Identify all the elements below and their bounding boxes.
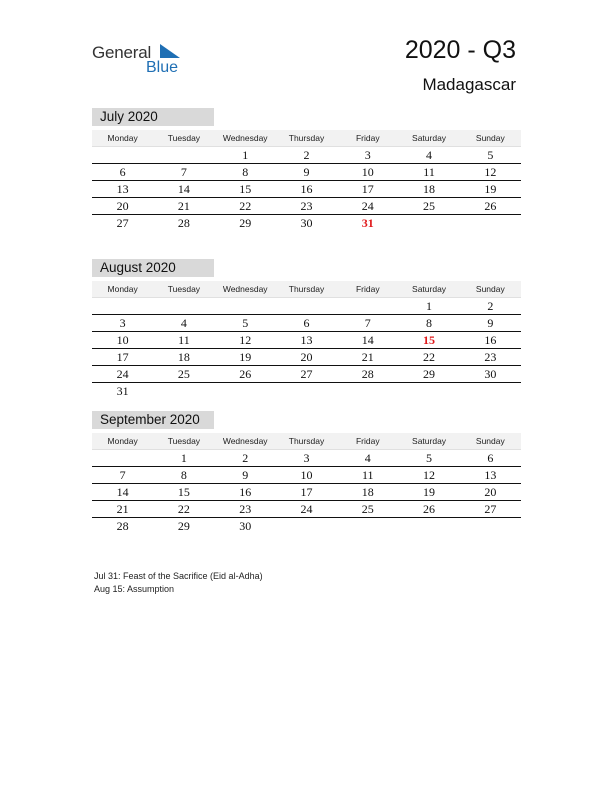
day-cell: 17 — [300, 485, 313, 499]
week-row — [92, 147, 521, 164]
weekday-label: Tuesday — [167, 436, 201, 446]
day-cell: 11 — [361, 468, 374, 482]
weekday-label: Wednesday — [222, 284, 268, 294]
weekday-label: Monday — [107, 436, 138, 446]
day-cell: 19 — [423, 485, 436, 499]
day-cell — [460, 383, 521, 399]
day-cell: 16 — [484, 333, 497, 347]
day-cell: 11 — [423, 165, 435, 179]
weekday-label: Sunday — [475, 133, 505, 143]
day-cell: 3 — [364, 148, 371, 162]
day-cell: 13 — [484, 468, 497, 482]
day-cell: 28 — [177, 216, 190, 230]
day-cell: 14 — [361, 333, 374, 347]
day-cell: 28 — [361, 367, 374, 381]
day-cell: 18 — [423, 182, 436, 196]
day-cell: 1 — [180, 451, 187, 465]
day-cell: 3 — [303, 451, 310, 465]
day-cell — [276, 298, 337, 314]
day-cell: 21 — [361, 350, 374, 364]
weekday-label: Monday — [107, 284, 138, 294]
week-row — [92, 383, 521, 399]
day-cell: 24 — [361, 199, 374, 213]
month-label: August 2020 — [92, 259, 214, 277]
day-cell: 26 — [484, 199, 497, 213]
month-grid — [92, 147, 521, 231]
day-cell: 4 — [426, 148, 433, 162]
day-cell — [276, 518, 337, 534]
day-cell: 20 — [300, 350, 313, 364]
day-cell: 1 — [242, 148, 249, 162]
day-cell — [92, 147, 153, 163]
day-cell: 29 — [239, 216, 252, 230]
week-row — [92, 332, 521, 349]
weekday-label: Saturday — [412, 133, 447, 143]
month-grid — [92, 450, 521, 534]
day-cell: 20 — [116, 199, 129, 213]
holiday-note: Aug 15: Assumption — [94, 584, 175, 594]
weekday-label: Wednesday — [222, 133, 268, 143]
day-cell: 20 — [484, 485, 497, 499]
week-row — [92, 181, 521, 198]
day-cell: 29 — [177, 519, 190, 533]
day-cell: 2 — [303, 148, 310, 162]
weekday-label: Sunday — [475, 284, 505, 294]
day-cell: 24 — [116, 367, 129, 381]
day-cell: 14 — [177, 182, 190, 196]
day-cell: 9 — [487, 316, 494, 330]
weekday-label: Friday — [355, 284, 380, 294]
day-cell: 8 — [426, 316, 433, 330]
day-cell: 26 — [423, 502, 436, 516]
day-cell: 15 — [177, 485, 190, 499]
day-cell — [153, 298, 214, 314]
weekday-label: Thursday — [288, 436, 325, 446]
day-cell — [153, 383, 214, 399]
day-cell: 18 — [177, 350, 190, 364]
holiday-notes — [94, 570, 263, 596]
day-cell: 17 — [116, 350, 129, 364]
day-cell: 15 — [423, 333, 436, 347]
day-cell: 5 — [242, 316, 249, 330]
weekday-label: Tuesday — [167, 133, 201, 143]
day-cell: 22 — [423, 350, 436, 364]
logo-triangle-icon — [160, 44, 180, 58]
day-cell: 13 — [300, 333, 313, 347]
month-grid — [92, 298, 521, 399]
day-cell: 13 — [116, 182, 129, 196]
week-row — [92, 298, 521, 315]
day-cell — [215, 383, 276, 399]
week-row — [92, 164, 521, 181]
page-title: 2020 - Q3 — [404, 36, 516, 64]
day-cell: 22 — [177, 502, 190, 516]
day-cell: 7 — [180, 165, 187, 179]
month-september — [92, 411, 521, 534]
day-cell: 2 — [487, 299, 494, 313]
day-cell: 12 — [484, 165, 497, 179]
day-cell: 6 — [487, 451, 494, 465]
day-cell: 8 — [242, 165, 249, 179]
day-cell: 27 — [116, 216, 129, 230]
day-cell: 25 — [177, 367, 190, 381]
day-cell: 24 — [300, 502, 313, 516]
weekday-label: Friday — [355, 133, 380, 143]
day-cell: 27 — [300, 367, 313, 381]
week-row — [92, 450, 521, 467]
weekday-label: Saturday — [412, 284, 447, 294]
day-cell: 6 — [119, 165, 126, 179]
day-cell: 23 — [484, 350, 497, 364]
day-cell — [92, 298, 153, 314]
day-cell: 9 — [303, 165, 310, 179]
day-cell: 21 — [116, 502, 129, 516]
day-cell: 14 — [116, 485, 129, 499]
day-cell — [153, 147, 214, 163]
day-cell: 27 — [484, 502, 497, 516]
day-cell: 7 — [364, 316, 371, 330]
day-cell — [398, 383, 459, 399]
weekday-label: Thursday — [288, 133, 325, 143]
day-cell — [398, 215, 459, 231]
day-cell: 17 — [361, 182, 374, 196]
weekday-label: Wednesday — [222, 436, 268, 446]
day-cell: 10 — [116, 333, 129, 347]
day-cell: 30 — [484, 367, 497, 381]
weekday-label: Friday — [355, 436, 380, 446]
day-cell: 16 — [300, 182, 313, 196]
month-label: July 2020 — [92, 108, 214, 126]
day-cell: 1 — [426, 299, 433, 313]
country-name: Madagascar — [422, 75, 516, 94]
day-cell — [276, 383, 337, 399]
logo-text-blue: Blue — [146, 59, 179, 76]
day-cell: 6 — [303, 316, 310, 330]
day-cell — [337, 383, 398, 399]
day-cell: 21 — [177, 199, 190, 213]
day-cell: 26 — [239, 367, 252, 381]
month-july — [92, 108, 521, 231]
logo-text-general: General — [92, 43, 152, 62]
day-cell: 31 — [116, 384, 129, 398]
day-cell: 28 — [116, 519, 129, 533]
day-cell: 19 — [484, 182, 497, 196]
weekday-label: Thursday — [288, 284, 325, 294]
day-cell — [92, 450, 153, 466]
day-cell: 15 — [239, 182, 252, 196]
month-label: September 2020 — [92, 411, 214, 429]
day-cell: 4 — [180, 316, 187, 330]
day-cell: 4 — [364, 451, 371, 465]
day-cell: 22 — [239, 199, 252, 213]
week-row — [92, 315, 521, 332]
day-cell: 9 — [242, 468, 249, 482]
day-cell: 30 — [239, 519, 252, 533]
holiday-note: Jul 31: Feast of the Sacrifice (Eid al-Adha) — [94, 571, 263, 581]
day-cell: 2 — [242, 451, 249, 465]
day-cell: 23 — [239, 502, 252, 516]
generalblue-logo — [92, 40, 192, 80]
day-cell: 7 — [119, 468, 126, 482]
day-cell: 16 — [239, 485, 252, 499]
day-cell: 31 — [361, 216, 374, 230]
day-cell: 19 — [239, 350, 252, 364]
day-cell: 10 — [361, 165, 374, 179]
day-cell: 29 — [423, 367, 436, 381]
weekday-label: Sunday — [475, 436, 505, 446]
day-cell: 25 — [423, 199, 436, 213]
weekday-header — [92, 281, 521, 298]
weekday-header — [92, 130, 521, 147]
day-cell: 23 — [300, 199, 313, 213]
week-row — [92, 215, 521, 231]
week-row — [92, 349, 521, 366]
day-cell: 11 — [178, 333, 190, 347]
day-cell — [337, 298, 398, 314]
day-cell: 30 — [300, 216, 313, 230]
week-row — [92, 366, 521, 383]
weekday-label: Monday — [107, 133, 138, 143]
day-cell: 10 — [300, 468, 313, 482]
day-cell: 12 — [239, 333, 252, 347]
day-cell — [398, 518, 459, 534]
weekday-label: Tuesday — [167, 284, 201, 294]
day-cell — [460, 215, 521, 231]
day-cell: 5 — [487, 148, 494, 162]
day-cell — [215, 298, 276, 314]
week-row — [92, 501, 521, 518]
day-cell: 5 — [426, 451, 433, 465]
week-row — [92, 467, 521, 484]
week-row — [92, 198, 521, 215]
week-row — [92, 518, 521, 534]
day-cell: 8 — [180, 468, 187, 482]
weekday-label: Saturday — [412, 436, 447, 446]
weekday-header — [92, 433, 521, 450]
month-august — [92, 259, 521, 399]
day-cell — [460, 518, 521, 534]
day-cell: 3 — [119, 316, 126, 330]
day-cell — [337, 518, 398, 534]
week-row — [92, 484, 521, 501]
day-cell: 12 — [423, 468, 436, 482]
day-cell: 25 — [361, 502, 374, 516]
day-cell: 18 — [361, 485, 374, 499]
